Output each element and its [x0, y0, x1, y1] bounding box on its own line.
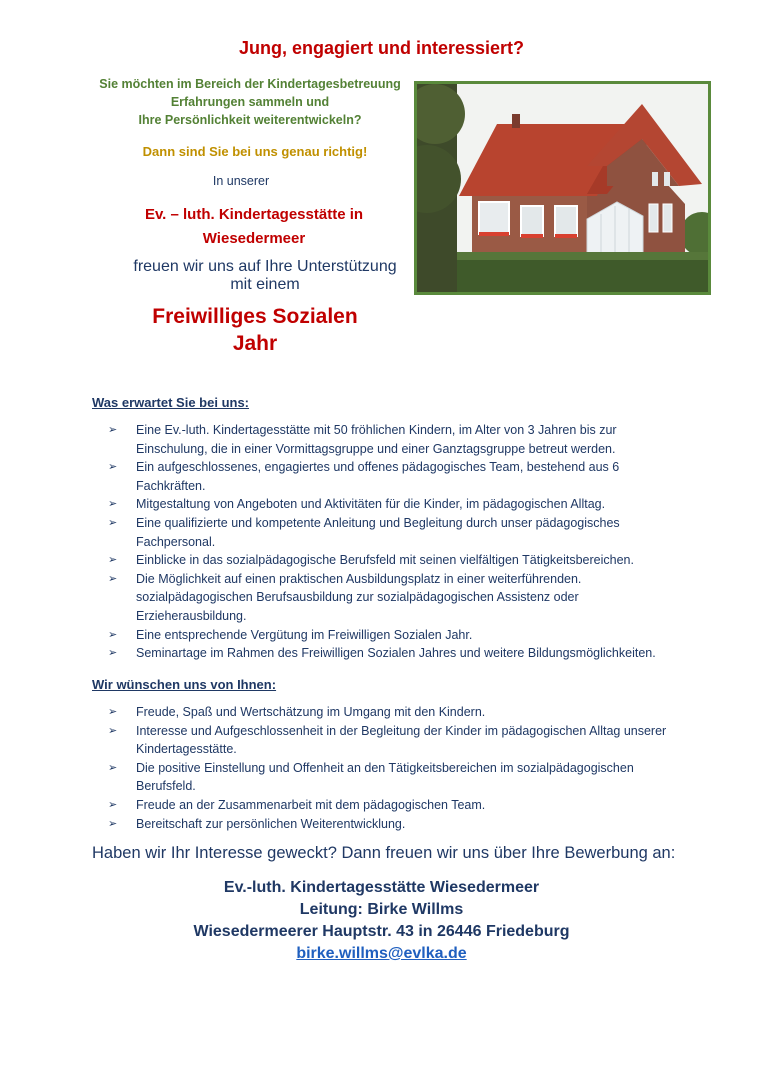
- intro-text: [60, 75, 440, 129]
- arrow-bullet-icon: ➢: [108, 572, 118, 585]
- list-item: [108, 514, 688, 551]
- list-item-text: Bereitschaft zur persönlichen Weiterentwicklung.: [136, 816, 406, 831]
- fsj-title: [60, 303, 450, 357]
- section-heading-expect: Was erwartet Sie bei uns:: [92, 395, 250, 410]
- list-item: [108, 759, 688, 796]
- kita-name: [60, 203, 448, 251]
- arrow-bullet-icon: ➢: [108, 817, 118, 830]
- support-line: freuen wir uns auf Ihre Unterstützung: [133, 258, 397, 275]
- in-unserer-text: In unserer: [212, 174, 270, 188]
- kindergarten-building-photo: [414, 81, 711, 295]
- list-item-text: Seminartage im Rahmen des Freiwilligen Sozialen Jahres und weitere Bildungsmöglichkeiten.: [136, 646, 656, 661]
- kita-name-line: Wiesedermeer: [202, 230, 306, 247]
- list-item-text: Eine qualifizierte und kompetente Anleitung und Begleitung durch unser pädagogisches Fachpersonal.: [136, 515, 620, 549]
- support-line: mit einem: [230, 276, 300, 293]
- list-item: [108, 421, 688, 458]
- arrow-bullet-icon: ➢: [108, 516, 118, 529]
- list-item: [108, 796, 688, 815]
- list-item-text: Freude an der Zusammenarbeit mit dem pädagogischen Team.: [136, 797, 486, 812]
- list-item-text: Einblicke in das sozialpädagogische Berufsfeld mit seinen vielfältigen Tätigkeitsbereichen.: [136, 553, 634, 568]
- list-item: [108, 495, 688, 514]
- headline: Jung, engagiert und interessiert?: [238, 38, 525, 58]
- kita-name-line: Ev. – luth. Kindertagesstätte in: [144, 206, 364, 223]
- arrow-bullet-icon: ➢: [108, 554, 118, 567]
- list-item-text: Die positive Einstellung und Offenheit an den Tätigkeitsbereichen im sozialpädagogischen Berufsfeld.: [136, 760, 634, 794]
- arrow-bullet-icon: ➢: [108, 724, 118, 737]
- call-to-action: Dann sind Sie bei uns genau richtig!: [142, 144, 368, 159]
- arrow-bullet-icon: ➢: [108, 424, 118, 436]
- list-item-text: Ein aufgeschlossenes, engagiertes und offenes pädagogisches Team, bestehend aus 6 Fachkräften.: [136, 460, 620, 493]
- list-item: [108, 722, 688, 759]
- expect-list: [108, 421, 688, 663]
- list-item: [108, 626, 688, 645]
- arrow-bullet-icon: ➢: [108, 706, 118, 718]
- wish-list: [108, 703, 688, 833]
- list-item: [108, 703, 688, 722]
- list-item: [108, 551, 688, 570]
- arrow-bullet-icon: ➢: [108, 761, 118, 774]
- contact-org: Ev.-luth. Kindertagesstätte Wiesedermeer: [223, 879, 540, 896]
- intro-line: Ihre Persönlichkeit weiterentwickeln?: [138, 113, 362, 127]
- support-text: [60, 258, 470, 294]
- arrow-bullet-icon: ➢: [108, 798, 118, 811]
- list-item: [108, 458, 688, 495]
- list-item-text: Eine entsprechende Vergütung im Freiwilligen Sozialen Jahr.: [136, 627, 473, 642]
- section-heading-wish: Wir wünschen uns von Ihnen:: [92, 677, 277, 692]
- list-item: [108, 570, 688, 626]
- arrow-bullet-icon: ➢: [108, 498, 118, 511]
- arrow-bullet-icon: ➢: [108, 628, 118, 641]
- intro-line: Erfahrungen sammeln und: [170, 95, 330, 109]
- contact-lead: Leitung: Birke Willms: [299, 901, 464, 918]
- contact-email-link[interactable]: birke.willms@evlka.de: [296, 945, 467, 962]
- list-item: [108, 644, 688, 663]
- contact-block: [0, 877, 763, 965]
- list-item-text: Mitgestaltung von Angeboten und Aktivitäten für die Kinder, im pädagogischen Alltag.: [136, 497, 606, 512]
- list-item-text: Die Möglichkeit auf einen praktischen Ausbildungsplatz in einer weiterführenden. sozialpädagogischen Berufsausbildung zur sozialpädagogischen Assistenz oder Erzieherausbildung.: [136, 571, 582, 623]
- intro-line: Sie möchten im Bereich der Kindertagesbetreuung: [99, 77, 401, 91]
- list-item-text: Eine Ev.-luth. Kindertagesstätte mit 50 fröhlichen Kindern, im Alter von 3 Jahren bis zur Einschulung, die in einer Vormittagsgruppe und einer Ganztagsgruppe betreut werden.: [136, 423, 617, 456]
- closing-text: Haben wir Ihr Interesse geweckt? Dann freuen wir uns über Ihre Bewerbung an:: [92, 844, 676, 862]
- list-item-text: Freude, Spaß und Wertschätzung im Umgang mit den Kindern.: [136, 705, 486, 719]
- arrow-bullet-icon: ➢: [108, 461, 118, 474]
- fsj-title-line: Jahr: [232, 332, 278, 355]
- fsj-title-line: Freiwilliges Sozialen: [152, 305, 358, 328]
- list-item: [108, 815, 688, 834]
- list-item-text: Interesse und Aufgeschlossenheit in der Begleitung der Kinder im pädagogischen Alltag unserer Kindertagesstätte.: [136, 723, 667, 757]
- arrow-bullet-icon: ➢: [108, 647, 118, 660]
- contact-address: Wiesedermeerer Hauptstr. 43 in 26446 Friedeburg: [193, 923, 570, 940]
